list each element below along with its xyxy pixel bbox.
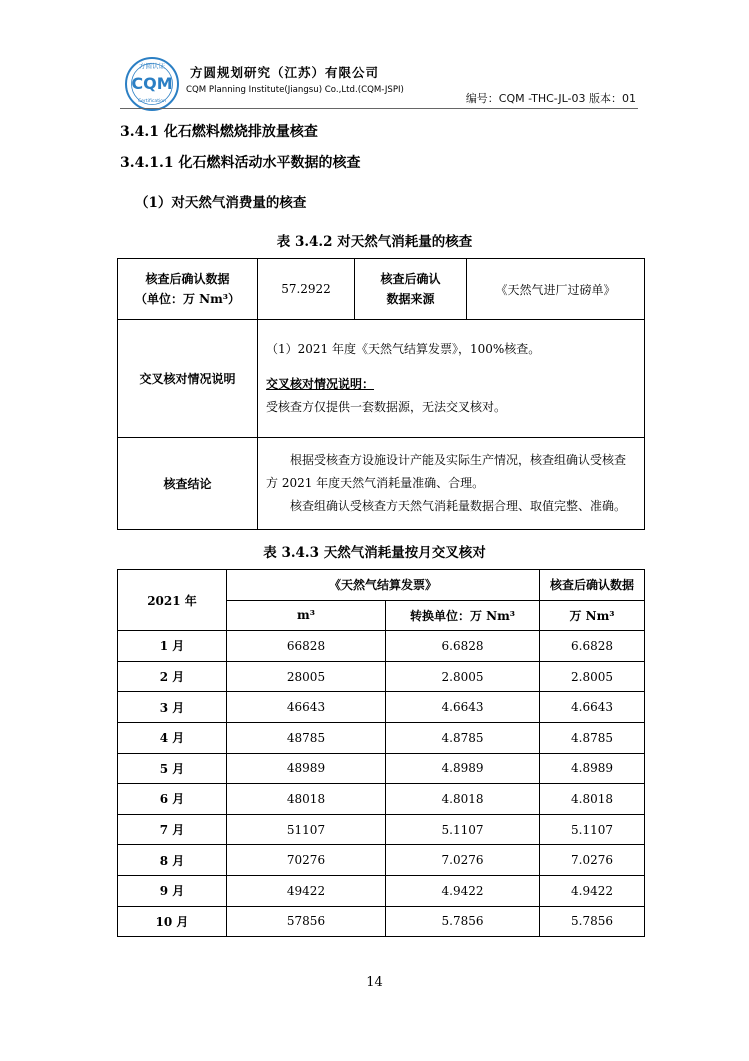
- converted-cell: 5.1107: [386, 814, 540, 845]
- confirmed-cell: 4.6643: [540, 692, 645, 723]
- data-source-label-1: 核查后确认: [380, 272, 441, 286]
- converted-cell: 4.8018: [386, 784, 540, 815]
- confirmed-data-label: 核查后确认数据: [145, 272, 230, 286]
- table-row: [118, 692, 645, 723]
- section-heading-3-4-1: 3.4.1 化石燃料燃烧排放量核查: [120, 124, 318, 140]
- converted-cell: 2.8005: [386, 661, 540, 692]
- gas-verification-table: [117, 258, 645, 530]
- month-cell: 7 月: [118, 814, 227, 845]
- table-header-row: [118, 570, 645, 601]
- data-source-label-cell: [355, 259, 467, 320]
- month-cell: 2 月: [118, 661, 227, 692]
- year-header: 2021 年: [118, 570, 227, 631]
- table-caption-3-4-3: 表 3.4.3 天然气消耗量按月交叉核对: [263, 545, 486, 561]
- conclusion-para1: 根据受核查方设施设计产能及实际生产情况，核查组确认受核查方 2021 年度天然气消耗量准确、合理。: [266, 453, 627, 490]
- table-row: [118, 875, 645, 906]
- month-cell: 9 月: [118, 875, 227, 906]
- header-divider: [120, 108, 638, 109]
- logo-sub-text: Certification: [137, 99, 167, 104]
- subsection-heading-gas: （1）对天然气消费量的核查: [135, 195, 307, 211]
- confirmed-cell: 4.8989: [540, 753, 645, 784]
- confirmed-cell: 6.6828: [540, 631, 645, 662]
- conclusion-para2: 核查组确认受核查方天然气消耗量数据合理、取值完整、准确。: [290, 499, 627, 513]
- month-cell: 8 月: [118, 845, 227, 876]
- unit-label: （单位：万 Nm³）: [134, 292, 241, 306]
- confirmed-cell: 7.0276: [540, 845, 645, 876]
- table-row: [118, 845, 645, 876]
- table-row: [118, 320, 645, 438]
- converted-cell: 4.6643: [386, 692, 540, 723]
- m3-cell: 51107: [227, 814, 386, 845]
- month-cell: 10 月: [118, 906, 227, 937]
- org-name-en: CQM Planning Institute(Jiangsu) Co.,Ltd.(CQM-JSPI): [186, 85, 404, 95]
- logo-ring-text: 方圆认证: [139, 62, 165, 70]
- m3-cell: 70276: [227, 845, 386, 876]
- table-row: [118, 631, 645, 662]
- confirmed-cell: 2.8005: [540, 661, 645, 692]
- confirmed-value: 57.2922: [258, 259, 355, 320]
- table-row: [118, 906, 645, 937]
- m3-cell: 28005: [227, 661, 386, 692]
- m3-cell: 48018: [227, 784, 386, 815]
- converted-cell: 6.6828: [386, 631, 540, 662]
- cqm-logo: [124, 56, 180, 112]
- table-row: [118, 722, 645, 753]
- cross-check-subhead: 交叉核对情况说明：: [266, 377, 375, 391]
- monthly-gas-table: [117, 569, 645, 937]
- table-row: [118, 438, 645, 530]
- cross-check-line1: （1）2021 年度《天然气结算发票》，100%核查。: [266, 342, 541, 356]
- month-cell: 1 月: [118, 631, 227, 662]
- converted-cell: 5.7856: [386, 906, 540, 937]
- m3-header: m³: [227, 600, 386, 631]
- confirmed-cell: 4.8018: [540, 784, 645, 815]
- data-source-label-2: 数据来源: [386, 292, 435, 306]
- org-name-cn: 方圆规划研究（江苏）有限公司: [190, 65, 380, 80]
- table-row: [118, 259, 645, 320]
- month-cell: 3 月: [118, 692, 227, 723]
- converted-cell: 4.9422: [386, 875, 540, 906]
- cross-check-line2: 受核查方仅提供一套数据源，无法交叉核对。: [266, 400, 507, 414]
- page-number: 14: [366, 975, 383, 990]
- converted-header: 转换单位：万 Nm³: [386, 600, 540, 631]
- cross-check-content: [258, 320, 645, 438]
- converted-cell: 4.8989: [386, 753, 540, 784]
- section-heading-3-4-1-1: 3.4.1.1 化石燃料活动水平数据的核查: [120, 155, 361, 171]
- logo-text: CQM: [131, 74, 173, 93]
- table-row: [118, 661, 645, 692]
- table-row: [118, 784, 645, 815]
- cross-check-label: 交叉核对情况说明: [118, 320, 258, 438]
- month-cell: 6 月: [118, 784, 227, 815]
- m3-cell: 48785: [227, 722, 386, 753]
- table-row: [118, 814, 645, 845]
- confirmed-header: 核查后确认数据: [540, 570, 645, 601]
- conclusion-label: 核查结论: [118, 438, 258, 530]
- confirmed-cell: 5.1107: [540, 814, 645, 845]
- month-cell: 5 月: [118, 753, 227, 784]
- confirmed-data-label-cell: [118, 259, 258, 320]
- table-caption-3-4-2: 表 3.4.2 对天然气消耗量的核查: [276, 234, 473, 250]
- conclusion-content: [258, 438, 645, 530]
- confirmed-unit-header: 万 Nm³: [540, 600, 645, 631]
- m3-cell: 46643: [227, 692, 386, 723]
- confirmed-cell: 5.7856: [540, 906, 645, 937]
- doc-number: 编号：CQM -THC-JL-03 版本：01: [465, 92, 636, 105]
- confirmed-cell: 4.9422: [540, 875, 645, 906]
- converted-cell: 7.0276: [386, 845, 540, 876]
- m3-cell: 66828: [227, 631, 386, 662]
- invoice-group-header: 《天然气结算发票》: [227, 570, 540, 601]
- confirmed-cell: 4.8785: [540, 722, 645, 753]
- month-cell: 4 月: [118, 722, 227, 753]
- data-source-value: 《天然气进厂过磅单》: [467, 259, 645, 320]
- table-row: [118, 753, 645, 784]
- m3-cell: 48989: [227, 753, 386, 784]
- m3-cell: 57856: [227, 906, 386, 937]
- m3-cell: 49422: [227, 875, 386, 906]
- monthly-rows: [118, 631, 645, 937]
- converted-cell: 4.8785: [386, 722, 540, 753]
